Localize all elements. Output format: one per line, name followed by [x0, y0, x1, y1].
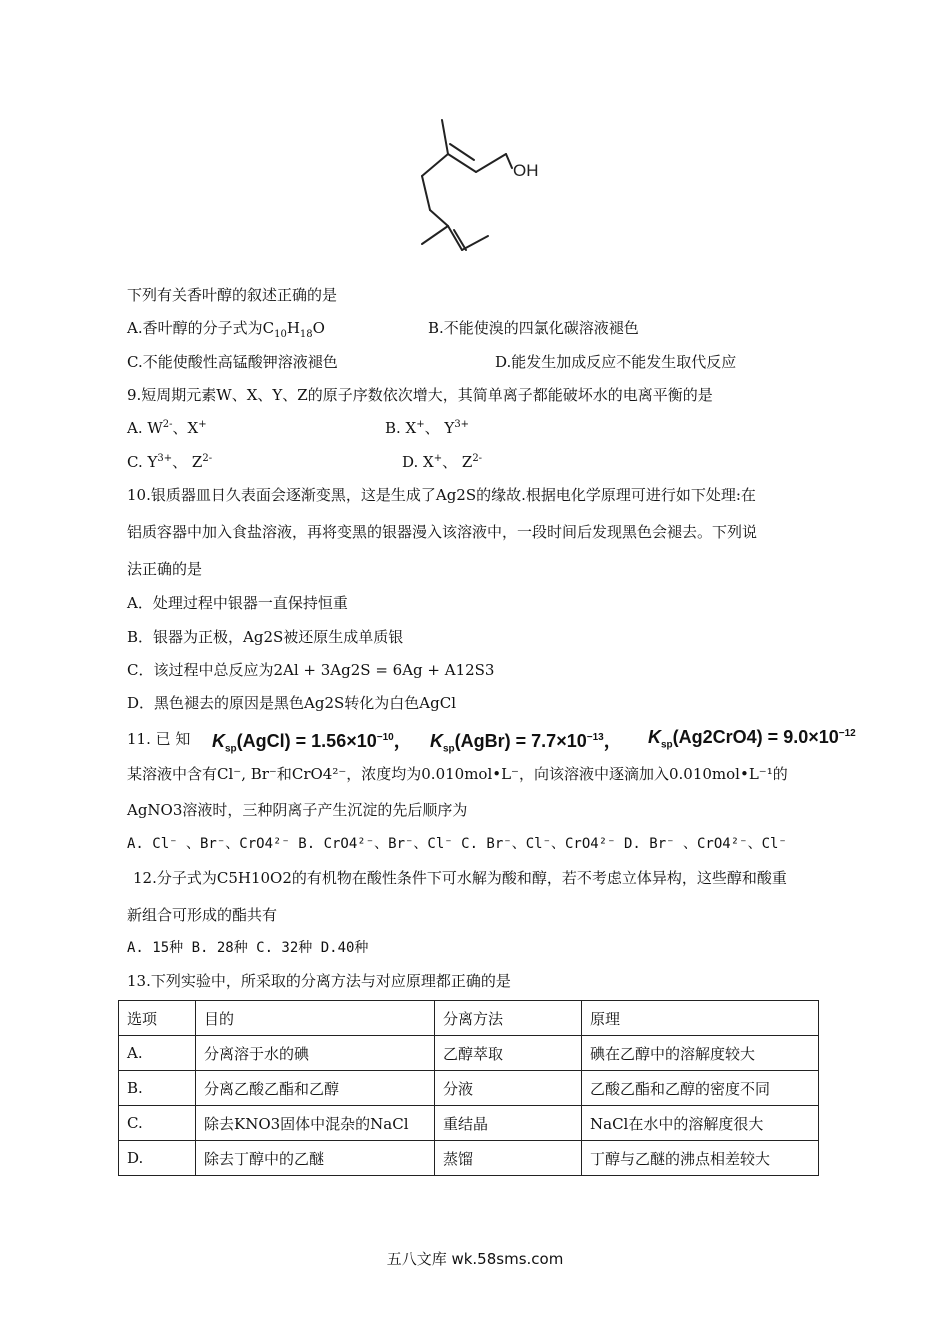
- table-row: [119, 1071, 819, 1106]
- q11-stem-line-2: 某溶液中含有Cl⁻, Br⁻和CrO4²⁻，浓度均为0.010mol•L⁻，向该溶液中逐滴加入0.010mol•L⁻¹的: [127, 765, 788, 783]
- table-row: [119, 1141, 819, 1176]
- ksp-agcl: $K_{sp}(AgCl) = 1.56\times 10^{-10}$，: [212, 731, 412, 755]
- q13-table: [118, 1000, 819, 1176]
- table-cell: 碘在乙醇中的溶解度较大: [582, 1036, 819, 1071]
- q11-stem-line-3: AgNO3溶液时，三种阴离子产生沉淀的先后顺序为: [127, 801, 468, 819]
- q8-option-b: B.不能使溴的四氯化碳溶液褪色: [428, 319, 639, 337]
- q8-option-d: D.能发生加成反应不能发生取代反应: [495, 353, 737, 371]
- table-cell: 除去丁醇中的乙醚: [196, 1141, 435, 1176]
- header-cell: 目的: [196, 1001, 435, 1036]
- q8-option-c: C.不能使酸性高锰酸钾溶液褪色: [127, 353, 338, 371]
- q9-option-a: A. $W^{2-}$、X+: [127, 419, 207, 437]
- q10-stem-line-3: 法正确的是: [127, 560, 203, 578]
- table-row: [119, 1036, 819, 1071]
- table-cell: 分液: [435, 1071, 582, 1106]
- q9-option-d: D. X+、 $Z^{2-}$: [402, 453, 483, 471]
- table-cell: 乙酸乙酯和乙醇的密度不同: [582, 1071, 819, 1106]
- q11-options: A. Cl⁻ 、Br⁻、CrO4²⁻ B. CrO4²⁻、Br⁻、Cl⁻ C. Br⁻、Cl⁻、CrO4²⁻ D. Br⁻ 、CrO4²⁻、Cl⁻: [127, 836, 787, 852]
- q11-prefix: 11. 已 知: [127, 730, 191, 748]
- q12-options: A. 15种 B. 28种 C. 32种 D.40种: [127, 940, 369, 956]
- table-cell: 分离溶于水的碘: [196, 1036, 435, 1071]
- q12-stem-line-1: 12.分子式为C5H10O2的有机物在酸性条件下可水解为酸和醇，若不考虑立体异构，这些醇和酸重: [133, 869, 787, 887]
- table-cell: NaCl在水中的溶解度很大: [582, 1106, 819, 1141]
- q12-stem-line-2: 新组合可形成的酯共有: [127, 906, 278, 924]
- q9-option-c: C. $Y^{3+}$、 $Z^{2-}$: [127, 453, 213, 471]
- q10-option-b: B．银器为正极，Ag2S被还原生成单质银: [127, 628, 404, 646]
- table-cell: 除去KNO3固体中混杂的NaCl: [196, 1106, 435, 1141]
- q9-option-b: B. X+、 $Y^{3+}$: [385, 419, 470, 437]
- q10-option-a: A．处理过程中银器一直保持恒重: [127, 594, 348, 612]
- q9-stem: 9.短周期元素W、X、Y、Z的原子序数依次增大，其简单离子都能破坏水的电离平衡的是: [127, 386, 713, 404]
- q10-option-c: C．该过程中总反应为2Al + 3Ag2S = 6Ag + A12S3: [127, 661, 495, 679]
- hydroxyl-label: OH: [513, 161, 539, 180]
- ksp-ag2cro4: $K_{sp}(Ag2CrO4) = 9.0\times 10^{-12}$: [648, 727, 856, 751]
- table-cell: 丁醇与乙醚的沸点相差较大: [582, 1141, 819, 1176]
- q10-stem-line-2: 铝质容器中加入食盐溶液，再将变黑的银器漫入该溶液中，一段时间后发现黑色会褪去。下列说: [127, 523, 758, 541]
- table-cell: 分离乙酸乙酯和乙醇: [196, 1071, 435, 1106]
- header-cell: 原理: [582, 1001, 819, 1036]
- q8-option-a: A.香叶醇的分子式为$C_{10}H_{18}O$: [127, 319, 325, 340]
- header-cell: 选项: [119, 1001, 196, 1036]
- table-cell: 乙醇萃取: [435, 1036, 582, 1071]
- table-cell: A.: [119, 1036, 196, 1071]
- ksp-agbr: $K_{sp}(AgBr) = 7.7\times 10^{-13}$，: [430, 731, 622, 755]
- header-cell: 分离方法: [435, 1001, 582, 1036]
- table-row: [119, 1106, 819, 1141]
- q10-stem-line-1: 10.银质器皿日久表面会逐渐变黑，这是生成了Ag2S的缘故.根据电化学原理可进行如下处理:在: [127, 486, 756, 504]
- table-cell: 蒸馏: [435, 1141, 582, 1176]
- table-cell: 重结晶: [435, 1106, 582, 1141]
- geraniol-structure-diagram: [400, 112, 560, 262]
- q13-stem: 13.下列实验中，所采取的分离方法与对应原理都正确的是: [127, 972, 511, 990]
- q10-option-d: D．黑色褪去的原因是黑色Ag2S转化为白色AgCl: [127, 694, 456, 712]
- table-cell: B.: [119, 1071, 196, 1106]
- q8-stem: 下列有关香叶醇的叙述正确的是: [127, 286, 338, 304]
- table-cell: C.: [119, 1106, 196, 1141]
- footer-watermark: 五八文库 wk.58sms.com: [386, 1250, 564, 1268]
- table-header-row: [119, 1001, 819, 1036]
- table-cell: D.: [119, 1141, 196, 1176]
